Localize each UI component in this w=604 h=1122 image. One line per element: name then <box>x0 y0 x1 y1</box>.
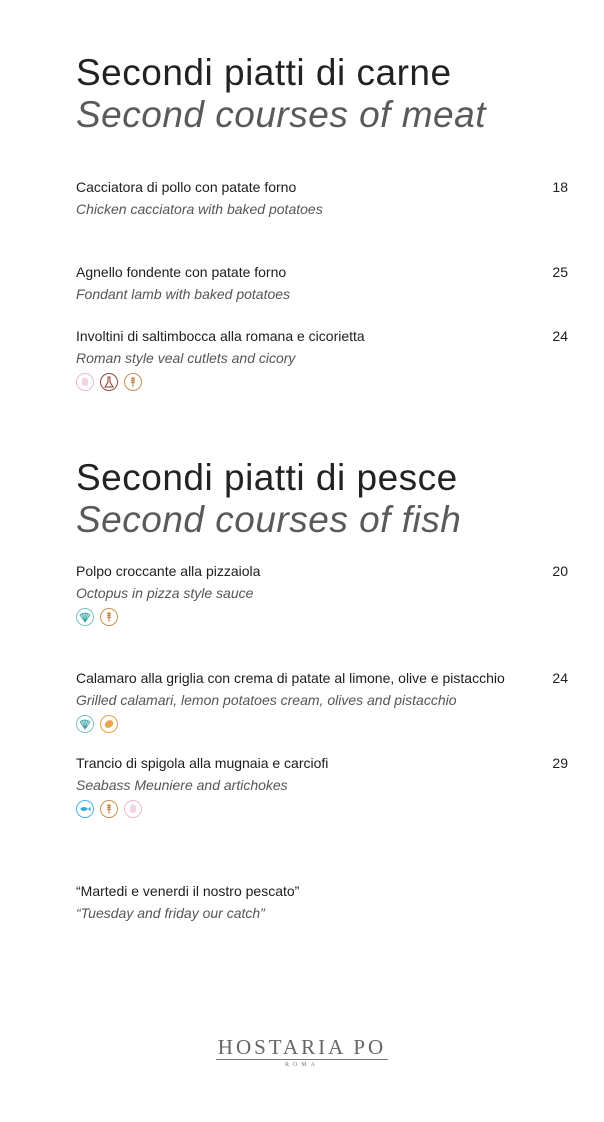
dairy-icon <box>124 800 142 818</box>
item-name: Trancio di spigola alla mugnaia e carciofi <box>76 755 329 771</box>
celery-icon <box>100 373 118 391</box>
allergen-icons <box>76 715 568 733</box>
item-description: Octopus in pizza style sauce <box>76 585 254 601</box>
item-description: Grilled calamari, lemon potatoes cream, olives and pistacchio <box>76 692 457 708</box>
menu-item <box>76 263 568 303</box>
allergen-icons <box>76 800 568 818</box>
meat-title-english: Second courses of meat <box>76 94 486 135</box>
item-name: Involtini di saltimbocca alla romana e cicorietta <box>76 328 365 344</box>
fish-title-english: Second courses of fish <box>76 499 462 540</box>
item-description: Roman style veal cutlets and cicory <box>76 350 296 366</box>
item-price: 18 <box>552 179 568 195</box>
note-italian: “Martedi e venerdi il nostro pescato” <box>76 883 300 899</box>
gluten-icon <box>124 373 142 391</box>
menu-item <box>76 178 568 218</box>
item-description: Chicken cacciatora with baked potatoes <box>76 201 323 217</box>
meat-title-italian: Secondi piatti di carne <box>76 52 452 93</box>
item-price: 25 <box>552 264 568 280</box>
mollusc-icon <box>76 608 94 626</box>
item-name: Calamaro alla griglia con crema di patate al limone, olive e pistacchio <box>76 670 505 686</box>
menu-item <box>76 754 568 818</box>
note-english: “Tuesday and friday our catch” <box>76 905 265 921</box>
item-price: 20 <box>552 563 568 579</box>
gluten-icon <box>100 800 118 818</box>
allergen-icons <box>76 608 568 626</box>
item-name: Cacciatora di pollo con patate forno <box>76 179 297 195</box>
item-description: Fondant lamb with baked potatoes <box>76 286 291 302</box>
item-name: Agnello fondente con patate forno <box>76 264 287 280</box>
meat-section-heading <box>76 52 486 136</box>
mollusc-icon <box>76 715 94 733</box>
catch-note <box>76 882 299 922</box>
allergen-icons <box>76 373 568 391</box>
item-price: 24 <box>552 670 568 686</box>
fish-title-italian: Secondi piatti di pesce <box>76 457 458 498</box>
logo-city: ROMA <box>284 1062 319 1068</box>
nuts-icon <box>100 715 118 733</box>
gluten-icon <box>100 608 118 626</box>
dairy-icon <box>76 373 94 391</box>
fish-icon <box>76 800 94 818</box>
fish-section-heading <box>76 457 461 541</box>
item-name: Polpo croccante alla pizzaiola <box>76 563 261 579</box>
menu-item <box>76 669 568 733</box>
restaurant-logo <box>0 1036 604 1068</box>
menu-item <box>76 562 568 626</box>
item-description: Seabass Meuniere and artichokes <box>76 777 288 793</box>
item-price: 24 <box>552 328 568 344</box>
menu-item <box>76 327 568 391</box>
logo-name: HOSTARIA PO <box>217 1035 387 1059</box>
item-price: 29 <box>552 755 568 771</box>
